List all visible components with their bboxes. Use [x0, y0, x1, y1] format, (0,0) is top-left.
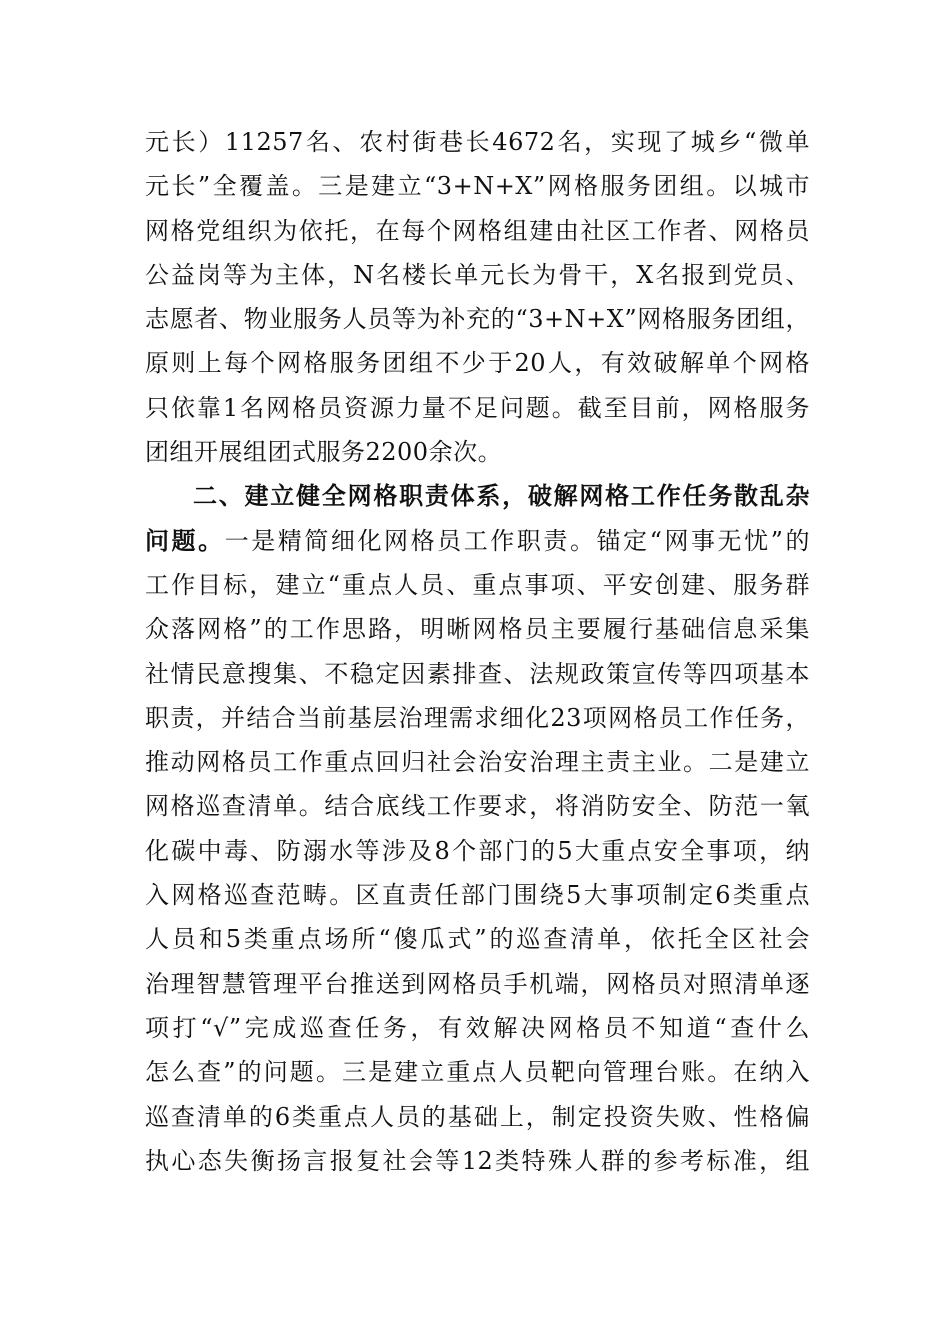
body-line: 原则上每个网格服务团组不少于20人，有效破解单个网格 — [145, 349, 810, 378]
body-line: 网格党组织为依托，在每个网格组建由社区工作者、网格员 — [145, 216, 810, 245]
body-line: 执心态失衡扬言报复社会等12类特殊人群的参考标准，组 — [145, 1146, 810, 1175]
body-line: 众落网格”的工作思路，明晰网格员主要履行基础信息采集 — [145, 615, 810, 644]
body-line: 网格巡查清单。结合底线工作要求，将消防安全、防范一氧 — [145, 792, 810, 821]
section-heading: 二、建立健全网格职责体系，破解网格工作任务散乱杂 — [193, 482, 810, 511]
body-line: 社情民意搜集、不稳定因素排查、法规政策宣传等四项基本 — [145, 659, 810, 688]
section-heading-end: 问题。 — [145, 526, 225, 555]
body-line: 治理智慧管理平台推送到网格员手机端，网格员对照清单逐 — [145, 969, 810, 998]
body-line: 化碳中毒、防溺水等涉及8个部门的5大重点安全事项，纳 — [145, 836, 810, 865]
body-line: 志愿者、物业服务人员等为补充的“3+N+X”网格服务团组， — [145, 305, 810, 334]
body-line: 推动网格员工作重点回归社会治安治理主责主业。二是建立 — [145, 748, 810, 777]
body-line: 团组开展组团式服务2200余次。 — [145, 438, 503, 467]
section-heading-continued — [145, 519, 810, 563]
body-line: 公益岗等为主体，N名楼长单元长为骨干，X名报到党员、 — [145, 260, 810, 289]
body-line: 入网格巡查范畴。区直责任部门围绕5大事项制定6类重点 — [145, 881, 810, 910]
body-line: 工作目标，建立“重点人员、重点事项、平安创建、服务群 — [145, 570, 810, 599]
body-line: 人员和5类重点场所“傻瓜式”的巡查清单，依托全区社会 — [145, 925, 810, 954]
body-line: 元长）11257名、农村街巷长4672名，实现了城乡“微单 — [145, 128, 810, 156]
section-intro-text: 一是精简细化网格员工作职责。锚定“网事无忧”的 — [224, 526, 810, 555]
document-body — [145, 120, 810, 1183]
body-line: 职责，并结合当前基层治理需求细化23项网格员工作任务， — [145, 703, 810, 732]
body-line: 元长”全覆盖。三是建立“3+N+X”网格服务团组。以城市 — [145, 172, 810, 201]
body-line: 巡查清单的6类重点人员的基础上，制定投资失败、性格偏 — [145, 1102, 810, 1131]
body-line: 只依靠1名网格员资源力量不足问题。截至目前，网格服务 — [145, 393, 810, 422]
body-line: 项打“√”完成巡查任务，有效解决网格员不知道“查什么 — [145, 1013, 810, 1042]
body-line: 怎么查”的问题。三是建立重点人员靶向管理台账。在纳入 — [145, 1058, 810, 1087]
